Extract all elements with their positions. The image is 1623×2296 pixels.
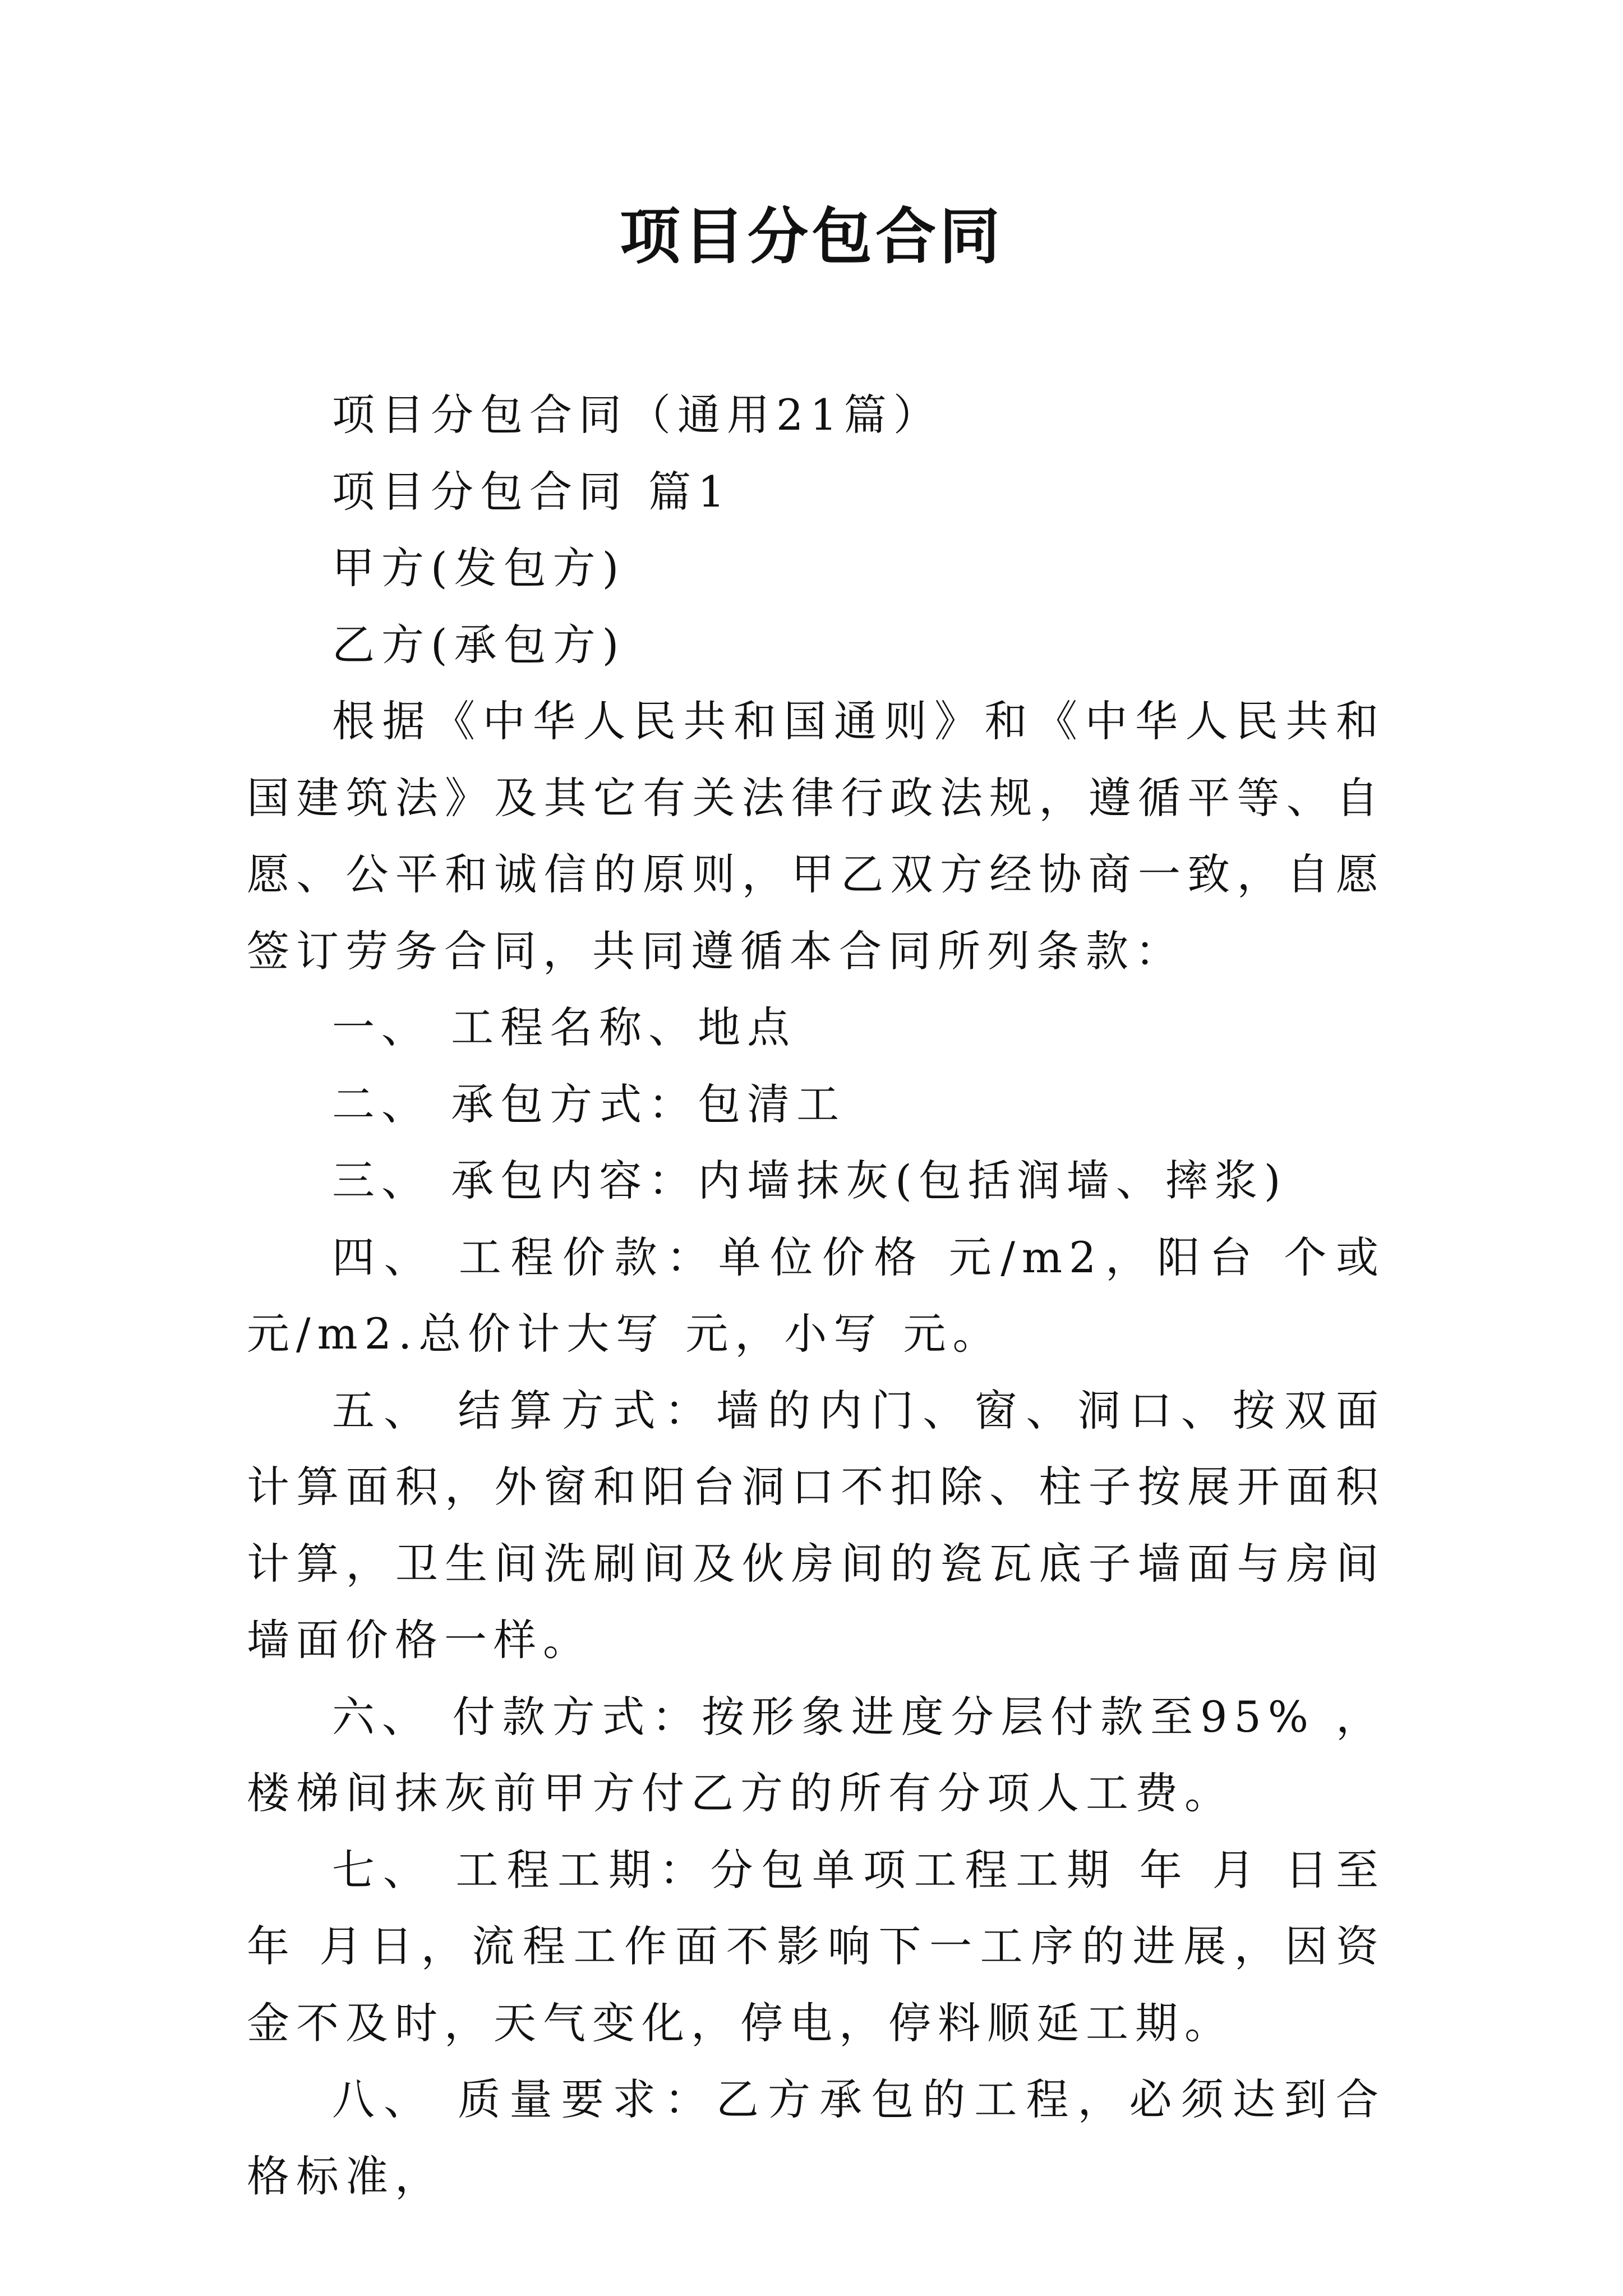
clause-5: 五、 结算方式：墙的内门、窗、洞口、按双面计算面积，外窗和阳台洞口不扣除、柱子按展开面积计算，卫生间洗刷间及伙房间的瓷瓦底子墙面与房间墙面价格一样。 [247,1385,1385,1665]
clause-2: 二、 承包方式：包清工 [332,1079,846,1129]
document-title: 项目分包合同 [619,201,1003,272]
paragraph-party-b: 乙方(承包方) [332,619,626,670]
paragraph-collection-heading: 项目分包合同（通用21篇） [332,390,943,440]
clause-7: 七、 工程工期：分包单项工程工期 年 月 日至 年 月日，流程工作面不影响下一工序的进展，因资金不及时，天气变化，停电，停料顺延工期。 [247,1844,1385,2048]
paragraph-party-a: 甲方(发包方) [332,543,626,593]
clause-6: 六、 付款方式：按形象进度分层付款至95% ，楼梯间抹灰前甲方付乙方的所有分项人工费。 [247,1691,1385,1818]
document-body [247,377,1385,2215]
paragraph-part-heading: 项目分包合同 篇1 [332,466,732,517]
clause-8: 八、 质量要求：乙方承包的工程，必须达到合格标准， [247,2074,1385,2201]
clause-3: 三、 承包内容：内墙抹灰(包括润墙、摔浆) [332,1156,1288,1205]
paragraph-preamble: 根据《中华人民共和国通则》和《中华人民共和国建筑法》及其它有关法律行政法规，遵循平等、自愿、公平和诚信的原则，甲乙双方经协商一致，自愿签订劳务合同，共同遵循本合同所列条款： [247,696,1385,976]
clause-1: 一、 工程名称、地点 [332,1002,797,1052]
clause-4: 四、 工程价款：单位价格 元/m2，阳台 个或元/m2.总价计大写 元，小写 元。 [247,1232,1385,1359]
